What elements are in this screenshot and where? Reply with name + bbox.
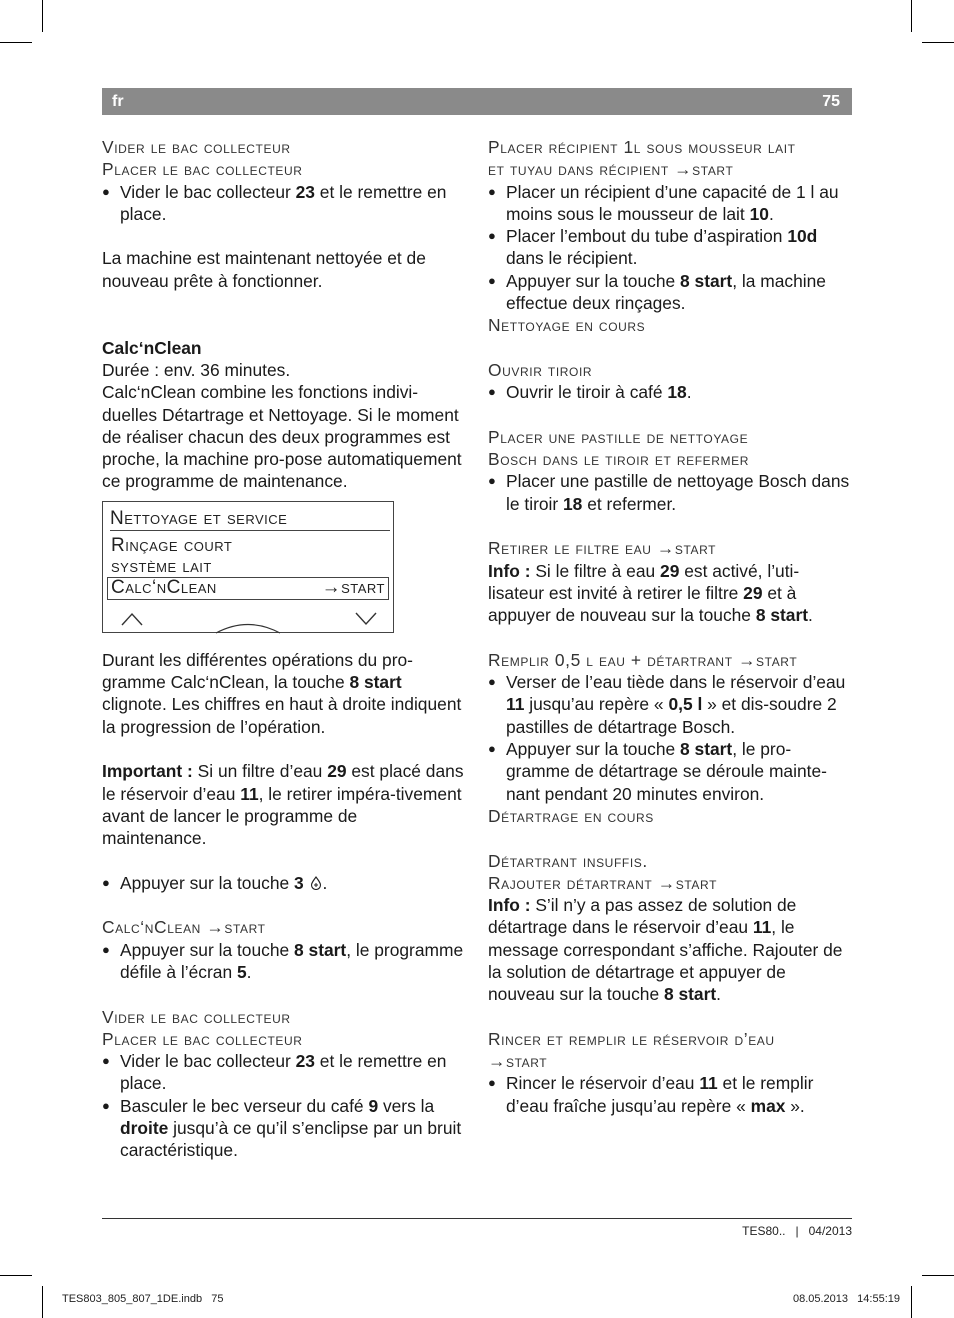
instruction-bullet: ● Rincer le réservoir d’eau 11 et le remplir d’eau fraîche jusqu’au repère « max ». [488,1072,854,1117]
display-message: Placer récipient 1l sous mousseur lait [488,137,796,157]
display-message: Placer le bac collecteur [102,159,303,180]
footer-rule [102,1218,852,1219]
crop-mark [42,0,43,32]
display-message: Placer une pastille de nettoyage [488,426,749,447]
display-message: Vider le bac collecteur [102,137,291,157]
display-message: Ouvrir tiroir [488,359,593,380]
instruction-bullet: ● Vider le bac collecteur 23 et le remettre en place. [102,181,464,226]
display-selected-item: Calc‘nClean →start [107,577,389,600]
left-column [102,136,464,1162]
display-screen-illustration [102,501,394,633]
display-message: Calc‘nClean →start [102,917,266,938]
footer-model-date: TES80.. | 04/2013 [742,1224,852,1238]
display-message: Retirer le filtre eau →start [488,538,717,559]
paragraph: Calc‘nClean combine les fonctions indivi-duelles Détartrage et Nettoyage. Si le moment de réaliser chacun des deux programmes est proche, la machine pro-pose automatiquement ce programme de maintenance. [102,382,462,492]
crop-mark [911,1286,912,1318]
display-message: Bosch dans le tiroir et refermer [488,449,749,470]
display-title: Nettoyage et service [110,508,390,531]
instruction-bullet: ● Placer une pastille de nettoyage Bosch dans le tiroir 18 et refermer. [488,470,854,515]
display-message: →start [488,1051,548,1072]
instruction-bullet: ● Basculer le bec verseur du café 9 vers la droite jusqu’à ce qu’il s’enclipse par un bruit caractéristique. [102,1095,464,1162]
display-message: Rajouter détartrant →start [488,872,718,893]
instruction-bullet: ● Appuyer sur la touche 8 start, le pro-gramme de détartrage se déroule mainte-nant pendant 20 minutes environ. [488,738,854,805]
chevron-up-icon [121,612,143,626]
instruction-bullet: ● Appuyer sur la touche 3 . [102,872,464,894]
display-message: Placer le bac collecteur [102,1028,303,1049]
section-title: Calc‘nClean [102,337,202,358]
display-message: Rincer et remplir le réservoir d’eau [488,1028,775,1049]
chevron-down-icon [355,612,377,626]
display-message: et tuyau dans récipient →start [488,159,734,180]
display-message: Détartrant insuffis. [488,850,648,871]
crop-mark [0,1275,32,1276]
language-code: fr [112,93,124,110]
page-header [102,88,852,115]
instruction-bullet: ● Appuyer sur la touche 8 start, le programme défile à l’écran 5. [102,939,464,984]
display-message: Remplir 0,5 l eau + détartrant →start [488,649,798,670]
crop-mark [42,1286,43,1318]
right-column [488,136,854,1117]
info-note: Info : S’il n’y a pas assez de solution de détartrage dans le réservoir d’eau 11, le message correspondant s’affiche. Rajouter de la solution de détartrage et appuyer de nouveau sur la touche 8 start. [488,895,843,1005]
instruction-bullet: ● Ouvrir le tiroir à café 18. [488,381,854,403]
instruction-bullet: ● Placer l’embout du tube d’aspiration 10d dans le récipient. [488,225,854,270]
crop-mark [0,42,32,43]
instruction-bullet: ● Vider le bac collecteur 23 et le remettre en place. [102,1050,464,1095]
dial-arc-icon [215,622,281,634]
calcnclean-symbol-icon [309,876,323,890]
display-message: Nettoyage en cours [488,315,646,336]
display-menu-item: Rinçage court [111,534,233,556]
page-number: 75 [822,93,840,110]
crop-mark [911,0,912,32]
instruction-bullet: ● Placer un récipient d’une capacité de 1 l au moins sous le mousseur de lait 10. [488,181,854,226]
important-note: Important : Si un filtre d’eau 29 est placé dans le réservoir d’eau 11, le retirer impéra-tivement avant de lancer le programme de maintenance. [102,761,464,849]
crop-mark [922,1275,954,1276]
info-note: Info : Si le filtre à eau 29 est activé, l’uti-lisateur est invité à retirer le filtre 29 et à appuyer de nouveau sur la touche 8 start. [488,560,813,626]
paragraph: La machine est maintenant nettoyée et de nouveau prête à fonctionner. [102,248,426,291]
crop-mark [922,42,954,43]
instruction-bullet: ● Verser de l’eau tiède dans le réservoir d’eau 11 jusqu’au repère « 0,5 l » et dis-soudre 2 pastilles de détartrage Bosch. [488,671,854,738]
instruction-bullet: ● Appuyer sur la touche 8 start, la machine effectue deux rinçages. [488,270,854,315]
display-message: Vider le bac collecteur [102,1006,291,1027]
display-message: Détartrage en cours [488,805,654,826]
print-slug-date: 08.05.2013 14:55:19 [792,1293,900,1305]
print-slug-file: TES803_805_807_1DE.indb 75 [62,1293,224,1305]
duration-text: Durée : env. 36 minutes. [102,359,291,380]
paragraph: Durant les différentes opérations du pro-gramme Calc‘nClean, la touche 8 start clignote. Les chiffres en haut à droite indiquent la progression de l’opération. [102,649,462,737]
display-menu-item: système lait [111,555,212,577]
